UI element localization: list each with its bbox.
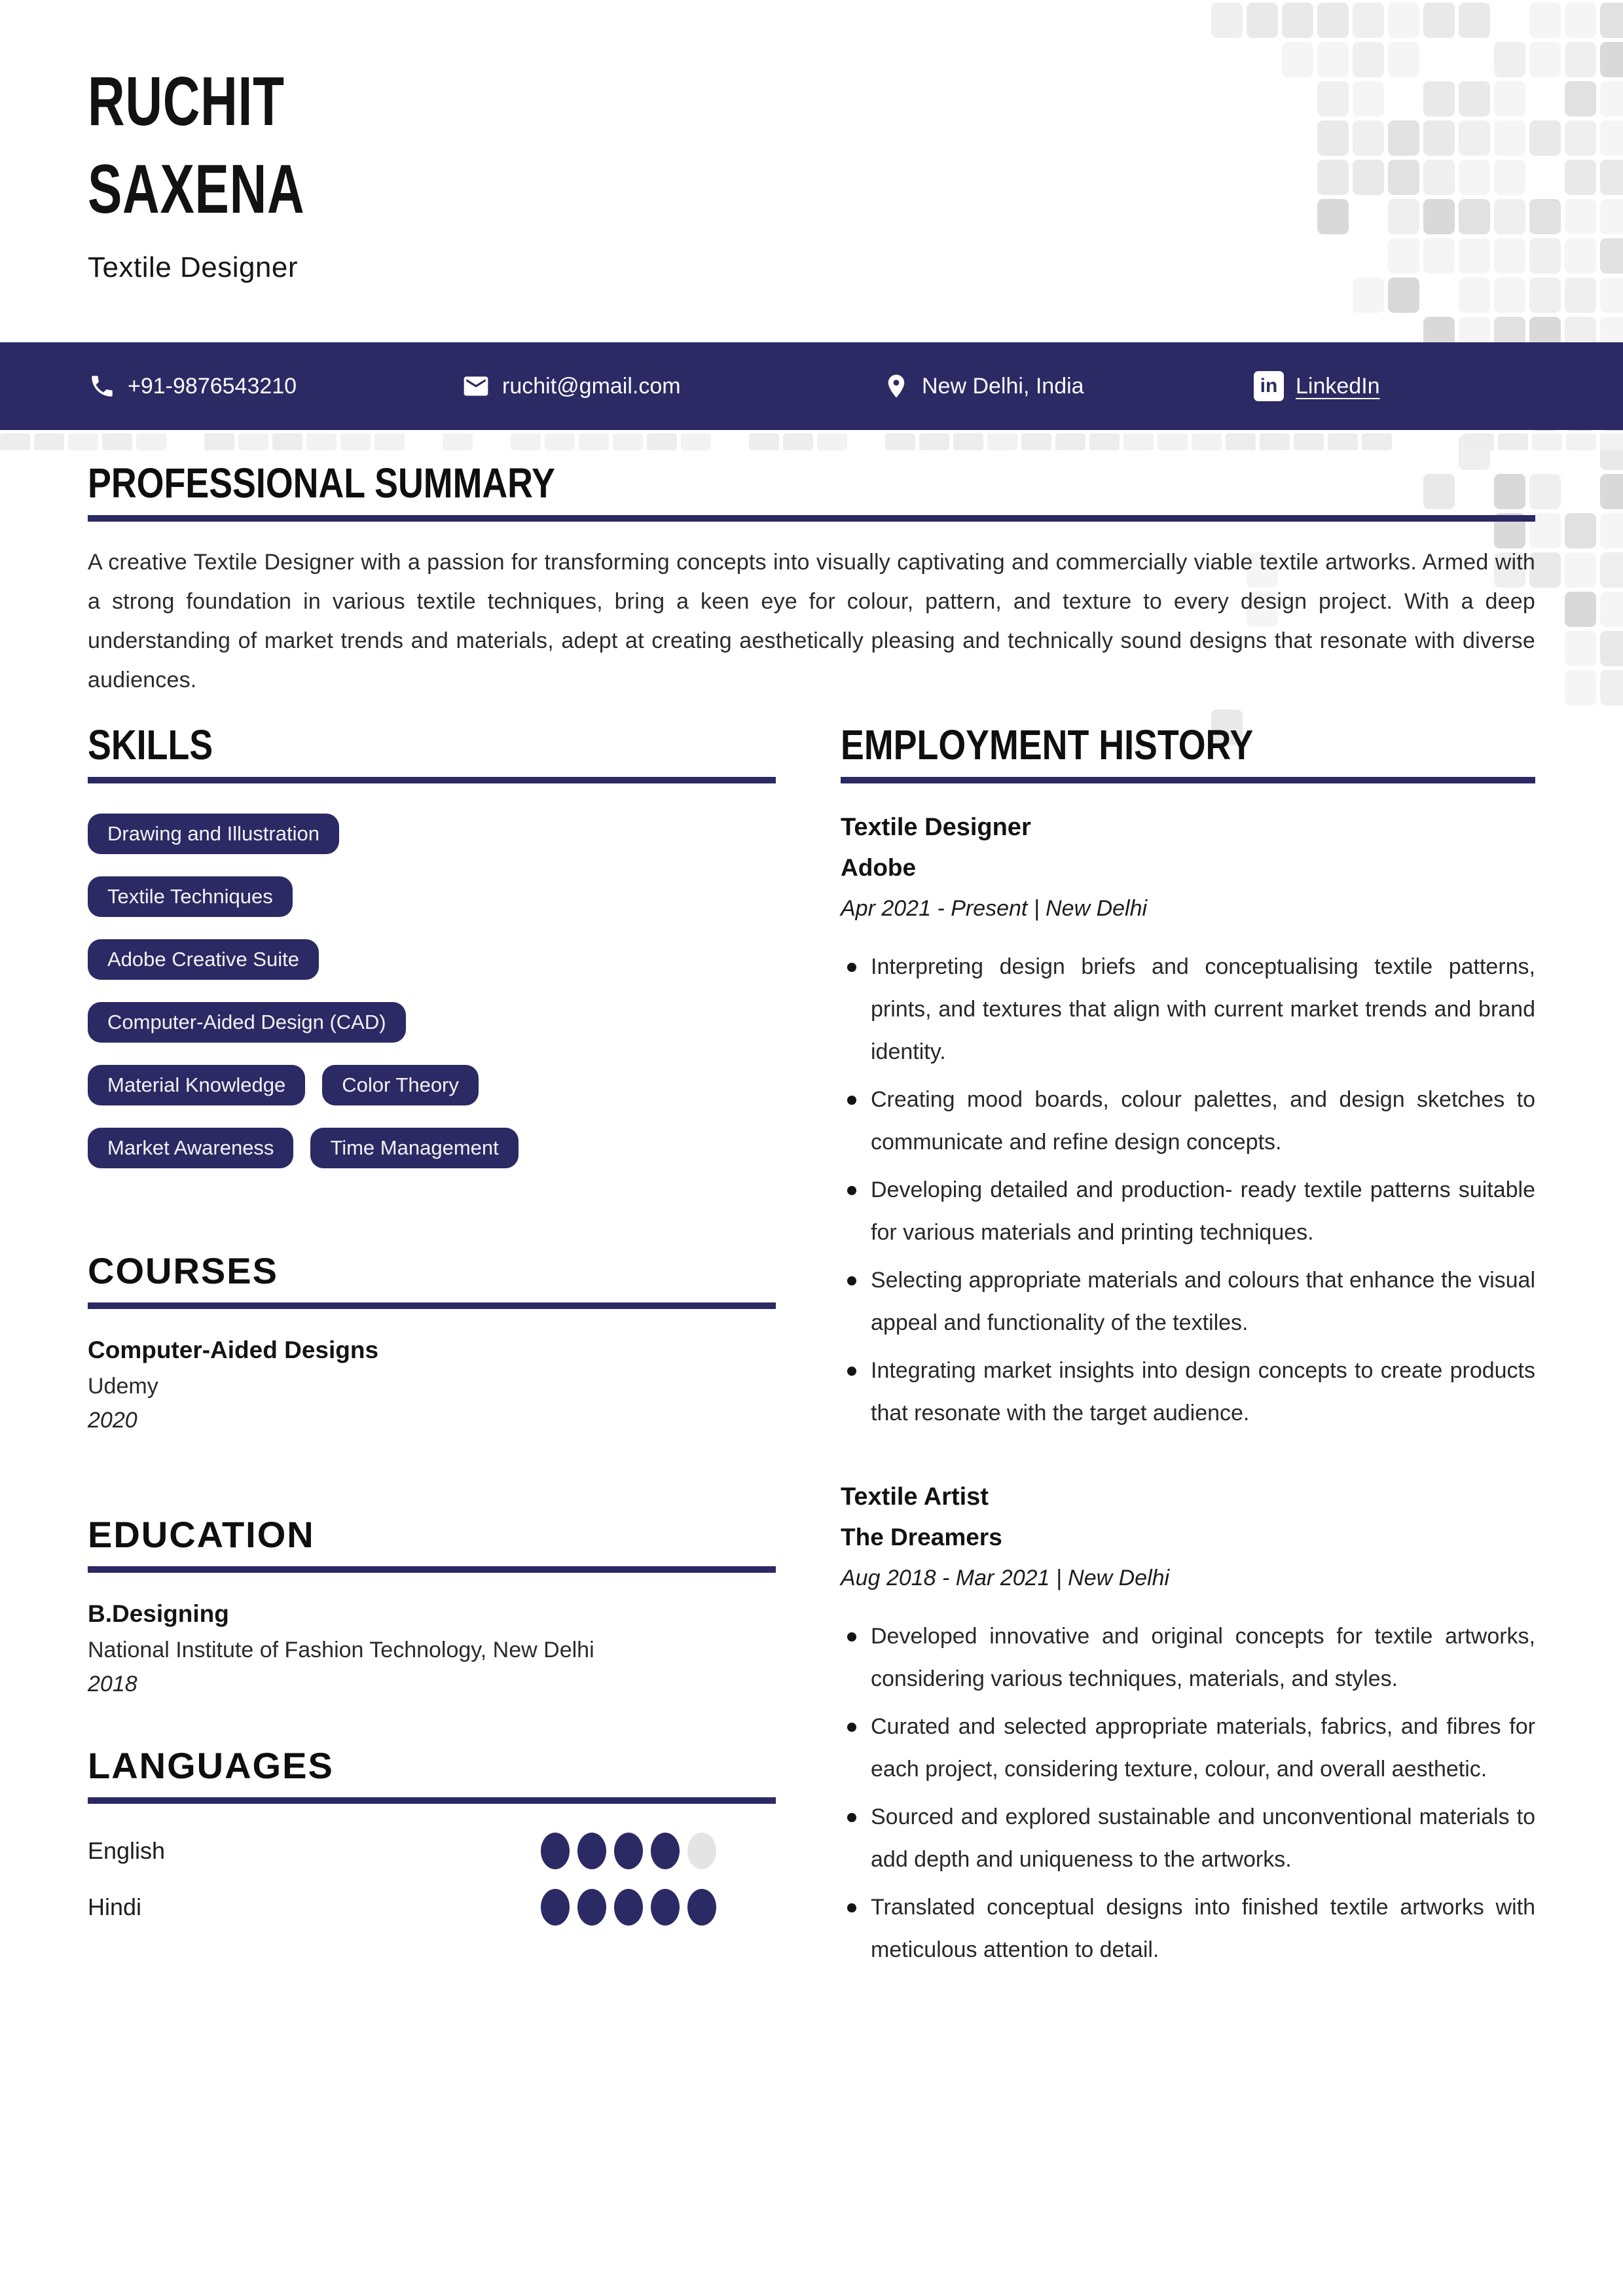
education-item <box>88 1595 776 1701</box>
skill-badge: Textile Techniques <box>88 876 293 917</box>
mosaic-square <box>1565 160 1596 195</box>
mosaic-square <box>1388 199 1419 234</box>
mosaic-square <box>1494 81 1525 117</box>
mosaic-square <box>1565 42 1596 77</box>
education-degree: B.Designing <box>88 1600 229 1627</box>
mosaic-square <box>647 433 677 450</box>
mosaic-square <box>1423 120 1455 156</box>
mosaic-square <box>1353 278 1384 313</box>
mosaic-square <box>1459 160 1490 195</box>
mosaic-square <box>1353 160 1384 195</box>
job-dates: Aug 2018 - Mar 2021 | New Delhi <box>841 1566 1170 1590</box>
header-name-block <box>88 58 381 284</box>
mosaic-square <box>443 433 473 450</box>
mosaic-square <box>1494 238 1525 274</box>
mosaic-square <box>1423 238 1455 274</box>
job-bullet: Interpreting design briefs and conceptualising textile patterns, prints, and textures that align with current market trends and brand identity. <box>841 946 1535 1073</box>
job-entry <box>841 807 1535 1435</box>
mosaic-square <box>374 433 405 450</box>
mosaic-square <box>1388 278 1419 313</box>
mosaic-square <box>1600 160 1623 195</box>
contact-phone <box>88 372 297 400</box>
mosaic-square <box>1600 278 1623 313</box>
right-column <box>841 720 1535 1977</box>
skill-badge: Computer-Aided Design (CAD) <box>88 1002 406 1043</box>
employment-heading: EMPLOYMENT HISTORY <box>841 721 1254 768</box>
location-pin-icon <box>883 372 910 400</box>
section-employment-history <box>841 720 1535 1971</box>
skill-badge: Adobe Creative Suite <box>88 939 319 980</box>
mosaic-square <box>1600 120 1623 156</box>
course-name: Computer-Aided Designs <box>88 1336 379 1363</box>
mosaic-square <box>1192 433 1222 450</box>
mosaic-square <box>1089 433 1120 450</box>
contact-linkedin[interactable] <box>1254 371 1380 401</box>
education-heading: EDUCATION <box>88 1514 315 1555</box>
languages-divider <box>88 1797 776 1804</box>
mosaic-square <box>749 433 779 450</box>
mosaic-square <box>1529 238 1561 274</box>
mosaic-square <box>885 433 915 450</box>
level-dot-filled <box>577 1889 606 1926</box>
contact-email <box>462 372 681 401</box>
job-title: Textile Artist <box>841 1483 989 1511</box>
mosaic-square <box>340 433 371 450</box>
mosaic-square <box>1353 3 1384 38</box>
mosaic-square <box>1423 81 1455 117</box>
mosaic-square <box>681 433 711 450</box>
mosaic-square <box>1423 3 1455 38</box>
mosaic-square <box>1247 3 1278 38</box>
mosaic-square <box>1459 81 1490 117</box>
job-bullets <box>841 1615 1535 1971</box>
mosaic-square <box>1565 552 1596 588</box>
job-company: The Dreamers <box>841 1524 1002 1551</box>
email-text: ruchit@gmail.com <box>502 373 681 399</box>
section-skills <box>88 720 776 1168</box>
language-level-dots <box>541 1833 716 1869</box>
skills-badges <box>88 814 776 1168</box>
mosaic-square <box>511 433 541 450</box>
mosaic-square <box>1055 433 1085 450</box>
section-languages <box>88 1740 776 1927</box>
mosaic-square <box>1600 42 1623 77</box>
mosaic-square <box>1317 199 1349 234</box>
skill-badge: Market Awareness <box>88 1128 293 1168</box>
mosaic-square <box>1529 199 1561 234</box>
mosaic-square <box>1529 42 1561 77</box>
mosaic-square <box>1565 631 1596 666</box>
mosaic-square <box>1566 433 1596 450</box>
skills-row <box>88 1002 776 1043</box>
job-company: Adobe <box>841 854 917 881</box>
mosaic-square <box>272 433 302 450</box>
level-dot-filled <box>541 1889 570 1926</box>
job-bullet: Developing detailed and production- ready textile patterns suitable for various materials and printing techniques. <box>841 1169 1535 1254</box>
mosaic-square <box>545 433 575 450</box>
name-last: SAXENA <box>88 151 305 228</box>
mosaic-square <box>1494 120 1525 156</box>
mosaic-square <box>1532 433 1562 450</box>
section-education <box>88 1509 776 1701</box>
mosaic-square <box>1600 552 1623 588</box>
summary-divider <box>88 515 1535 522</box>
mosaic-square <box>953 433 983 450</box>
job-entry <box>841 1477 1535 1971</box>
skills-row <box>88 939 776 980</box>
mosaic-square <box>68 433 98 450</box>
mosaic-square <box>1388 120 1419 156</box>
skills-row <box>88 814 776 854</box>
mosaic-square <box>1317 120 1349 156</box>
name-first: RUCHIT <box>88 63 285 140</box>
job-title-subtitle: Textile Designer <box>88 251 299 283</box>
mosaic-square <box>1600 199 1623 234</box>
level-dot-filled <box>577 1833 606 1869</box>
language-row <box>88 1888 776 1927</box>
education-year: 2018 <box>88 1672 137 1696</box>
job-bullet: Integrating market insights into design concepts to create products that resonate with the target audience. <box>841 1350 1535 1435</box>
level-dot-empty <box>687 1833 716 1869</box>
education-divider <box>88 1566 776 1573</box>
mosaic-square <box>1464 433 1494 450</box>
mosaic-square <box>919 433 949 450</box>
mosaic-square <box>1021 433 1051 450</box>
course-item <box>88 1331 776 1437</box>
mosaic-square <box>34 433 64 450</box>
level-dot-filled <box>651 1889 680 1926</box>
skill-badge: Material Knowledge <box>88 1065 305 1105</box>
mosaic-square <box>1459 199 1490 234</box>
job-bullet: Sourced and explored sustainable and unconventional materials to add depth and uniqueness to the artworks. <box>841 1796 1535 1881</box>
mosaic-square <box>1565 199 1596 234</box>
mosaic-square <box>1388 3 1419 38</box>
mosaic-square <box>1388 42 1419 77</box>
mosaic-square <box>1565 278 1596 313</box>
mosaic-square <box>1317 160 1349 195</box>
mosaic-square <box>579 433 609 450</box>
mosaic-square <box>1294 433 1324 450</box>
language-name: Hindi <box>88 1893 142 1920</box>
mosaic-square <box>1353 120 1384 156</box>
mosaic-square <box>1362 433 1392 450</box>
skills-row <box>88 1128 776 1168</box>
course-year: 2020 <box>88 1408 137 1433</box>
location-text: New Delhi, India <box>922 373 1084 399</box>
mosaic-square <box>1565 670 1596 706</box>
mosaic-square <box>238 433 268 450</box>
mosaic-square <box>1600 670 1623 706</box>
course-provider: Udemy <box>88 1374 158 1399</box>
mosaic-square <box>1459 238 1490 274</box>
mosaic-square <box>136 433 166 450</box>
mosaic-square <box>1282 42 1313 77</box>
mosaic-square <box>1459 278 1490 313</box>
linkedin-link[interactable]: LinkedIn <box>1296 373 1380 399</box>
job-dates: Apr 2021 - Present | New Delhi <box>841 896 1148 921</box>
language-name: English <box>88 1837 166 1864</box>
skill-badge: Time Management <box>310 1128 518 1168</box>
mosaic-square <box>1459 3 1490 38</box>
mosaic-square <box>1494 160 1525 195</box>
job-bullet: Curated and selected appropriate materials, fabrics, and fibres for each project, considering texture, colour, and overall aesthetic. <box>841 1706 1535 1791</box>
skills-row <box>88 1065 776 1105</box>
mosaic-square <box>1565 513 1596 548</box>
linkedin-icon: in <box>1254 371 1284 401</box>
job-title: Textile Designer <box>841 814 1031 841</box>
mosaic-square <box>1529 120 1561 156</box>
email-icon <box>462 372 490 401</box>
mosaic-square <box>1260 433 1290 450</box>
job-bullet: Translated conceptual designs into finished textile artworks with meticulous attention to detail. <box>841 1886 1535 1971</box>
mosaic-square <box>1317 42 1349 77</box>
level-dot-filled <box>541 1833 570 1869</box>
mosaic-square <box>1459 120 1490 156</box>
mosaic-square <box>783 433 813 450</box>
summary-heading: PROFESSIONAL SUMMARY <box>88 459 555 507</box>
level-dot-filled <box>651 1833 680 1869</box>
mosaic-square <box>1211 3 1243 38</box>
employment-divider <box>841 777 1535 783</box>
mosaic-square <box>1494 278 1525 313</box>
mosaic-square <box>1529 3 1561 38</box>
mosaic-square <box>1600 433 1623 450</box>
language-row <box>88 1831 776 1871</box>
job-bullet: Selecting appropriate materials and colours that enhance the visual appeal and functionality of the textiles. <box>841 1259 1535 1344</box>
mosaic-square <box>1600 474 1623 509</box>
mosaic-square <box>1388 160 1419 195</box>
skill-badge: Drawing and Illustration <box>88 814 339 854</box>
contact-location <box>883 372 1084 400</box>
mosaic-square <box>1600 81 1623 117</box>
mosaic-square <box>1498 433 1528 450</box>
phone-icon <box>88 372 116 400</box>
mosaic-square <box>1353 42 1384 77</box>
level-dot-filled <box>614 1833 643 1869</box>
level-dot-filled <box>614 1889 643 1926</box>
mosaic-square <box>1600 592 1623 627</box>
courses-divider <box>88 1302 776 1309</box>
mosaic-square <box>1317 3 1349 38</box>
mosaic-square <box>1226 433 1256 450</box>
mosaic-square <box>1388 238 1419 274</box>
mosaic-square <box>1494 199 1525 234</box>
summary-text: A creative Textile Designer with a passion for transforming concepts into visually captivating and commercially viable textile artworks. Armed with a strong foundation in various textile techniques, bring a keen eye for colour, pattern, and texture to every design project. With a deep understanding of market trends and materials, adept at creating aesthetically pleasing and technically sound designs that resonate with diverse audiences. <box>88 550 1535 692</box>
contact-bar <box>0 342 1623 430</box>
mosaic-square <box>1423 199 1455 234</box>
mosaic-square <box>0 433 30 450</box>
section-courses <box>88 1246 776 1437</box>
mosaic-square <box>1600 3 1623 38</box>
mosaic-square <box>1600 631 1623 666</box>
mosaic-square <box>1565 81 1596 117</box>
mosaic-square <box>1282 3 1313 38</box>
phone-text: +91-9876543210 <box>128 373 297 399</box>
skills-divider <box>88 777 776 783</box>
skill-badge: Color Theory <box>322 1065 479 1105</box>
mosaic-square <box>613 433 643 450</box>
mosaic-square <box>1529 278 1561 313</box>
job-bullet: Creating mood boards, colour palettes, and design sketches to communicate and refine design concepts. <box>841 1079 1535 1164</box>
languages-heading: LANGUAGES <box>88 1745 334 1786</box>
mosaic-square <box>306 433 337 450</box>
level-dot-filled <box>687 1889 716 1926</box>
language-level-dots <box>541 1889 716 1926</box>
mosaic-square <box>1565 120 1596 156</box>
skills-heading: SKILLS <box>88 721 213 768</box>
mosaic-square <box>1328 433 1358 450</box>
mosaic-square <box>1423 160 1455 195</box>
mosaic-square <box>1158 433 1188 450</box>
mosaic-square <box>1600 513 1623 548</box>
mosaic-square <box>987 433 1017 450</box>
section-professional-summary <box>88 458 1535 700</box>
job-bullets <box>841 946 1535 1435</box>
mosaic-square <box>1565 238 1596 274</box>
mosaic-square <box>1565 592 1596 627</box>
language-rows <box>88 1831 776 1927</box>
mosaic-square <box>1317 81 1349 117</box>
mosaic-square <box>817 433 847 450</box>
mosaic-square <box>1600 238 1623 274</box>
left-column <box>88 720 776 1944</box>
mosaic-square <box>1494 42 1525 77</box>
skills-row <box>88 876 776 917</box>
courses-heading: COURSES <box>88 1250 278 1291</box>
mosaic-square <box>1123 433 1154 450</box>
mosaic-square <box>204 433 234 450</box>
job-bullet: Developed innovative and original concepts for textile artworks, considering various techniques, materials, and styles. <box>841 1615 1535 1700</box>
mosaic-square <box>1353 81 1384 117</box>
mosaic-square <box>1565 3 1596 38</box>
education-school: National Institute of Fashion Technology, New Delhi <box>88 1638 594 1662</box>
mosaic-square <box>102 433 132 450</box>
